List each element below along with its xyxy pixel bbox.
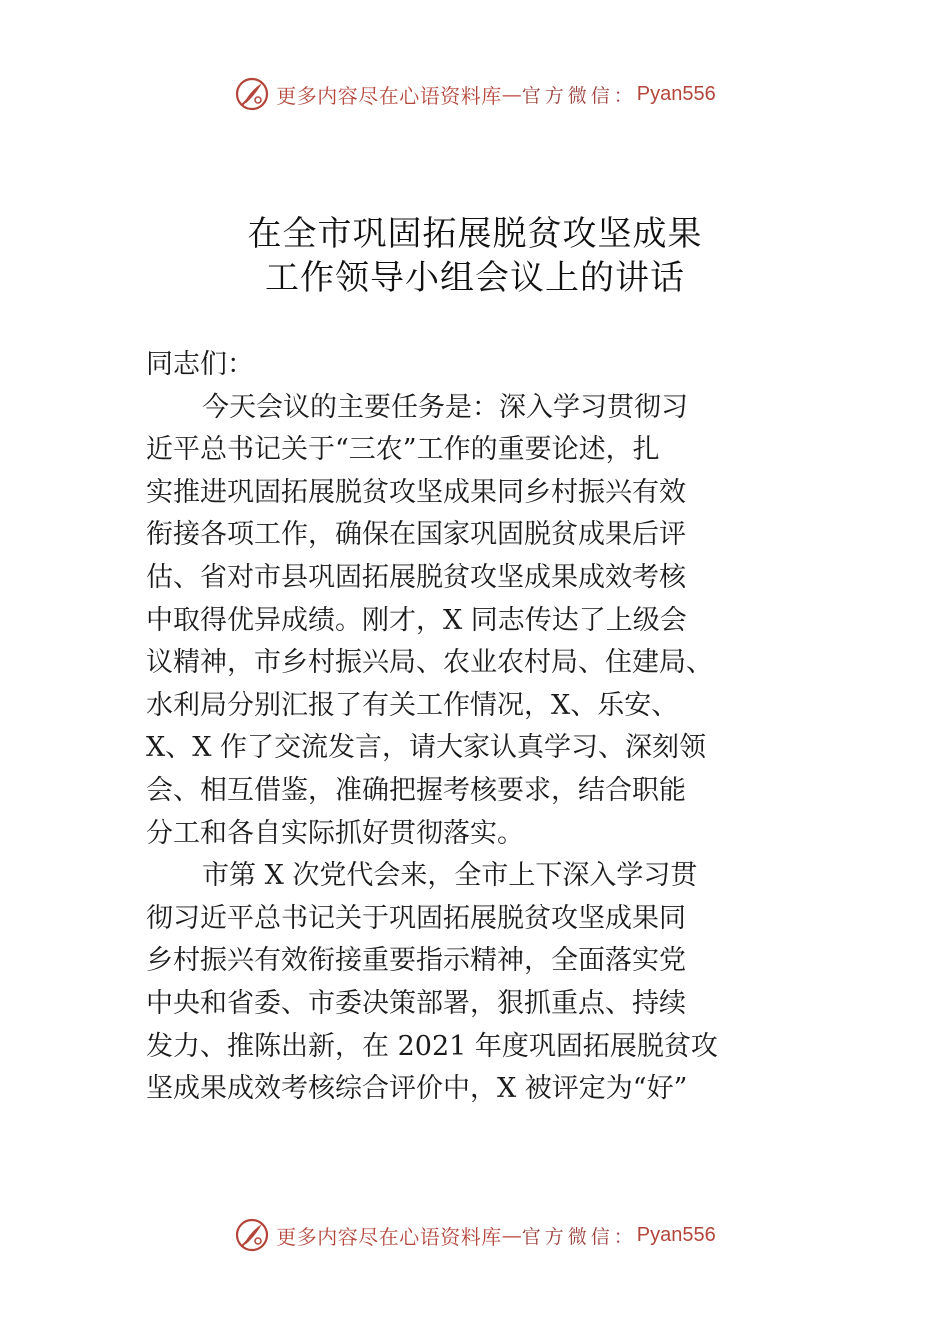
body-line: 今天会议的主要任务是：深入学习贯彻习 <box>202 391 688 423</box>
document-title <box>0 212 950 300</box>
body-line: 实推进巩固拓展脱贫攻坚成果同乡村振兴有效 <box>146 476 686 508</box>
body-line: 中取得优异成绩。刚才，X 同志传达了上级会 <box>146 604 687 636</box>
body-line: 彻习近平总书记关于巩固拓展脱贫攻坚成果同 <box>146 902 686 934</box>
body-line: 坚成果成效考核综合评价中，X 被评定为“好” <box>146 1073 688 1105</box>
body-line: 乡村振兴有效衔接重要指示精神，全面落实党 <box>146 945 686 977</box>
quill-pen-logo-icon <box>234 76 270 112</box>
separator: — <box>501 1223 522 1247</box>
promo-text: 更多内容尽在心语资料库 <box>276 83 502 108</box>
body-line: 会、相互借鉴，准确把握考核要求，结合职能 <box>146 774 686 806</box>
body-line: 近平总书记关于“三农”工作的重要论述，扎 <box>146 434 660 466</box>
wechat-id: Pyan556 <box>636 1223 716 1246</box>
header-watermark-banner <box>0 72 950 116</box>
title-line-2: 工作领导小组会议上的讲话 <box>265 258 685 298</box>
wechat-label: 官方微信： <box>521 84 637 107</box>
document-body <box>146 344 746 1111</box>
footer-watermark-banner <box>0 1213 950 1257</box>
promo-text: 更多内容尽在心语资料库 <box>276 1224 502 1249</box>
salutation: 同志们： <box>146 349 254 380</box>
body-line: 水利局分别汇报了有关工作情况，X、乐安、 <box>146 689 679 721</box>
wechat-label: 官方微信： <box>521 1225 637 1248</box>
body-line: 议精神，市乡村振兴局、农业农村局、住建局、 <box>146 647 713 679</box>
body-line: 估、省对市县巩固拓展脱贫攻坚成果成效考核 <box>146 561 686 593</box>
title-line-1: 在全市巩固拓展脱贫攻坚成果 <box>247 214 703 254</box>
body-line: 市第 X 次党代会来，全市上下深入学习贯 <box>202 860 698 892</box>
body-line: 衔接各项工作，确保在国家巩固脱贫成果后评 <box>146 519 686 551</box>
body-line: X、X 作了交流发言，请大家认真学习、深刻领 <box>146 732 707 764</box>
body-line: 发力、推陈出新，在 2021 年度巩固拓展脱贫攻 <box>146 1030 718 1062</box>
body-line: 中央和省委、市委决策部署，狠抓重点、持续 <box>146 987 686 1019</box>
quill-pen-logo-icon <box>234 1217 270 1253</box>
separator: — <box>501 82 522 106</box>
body-line: 分工和各自实际抓好贯彻落实。 <box>146 817 524 849</box>
wechat-id: Pyan556 <box>636 82 716 105</box>
